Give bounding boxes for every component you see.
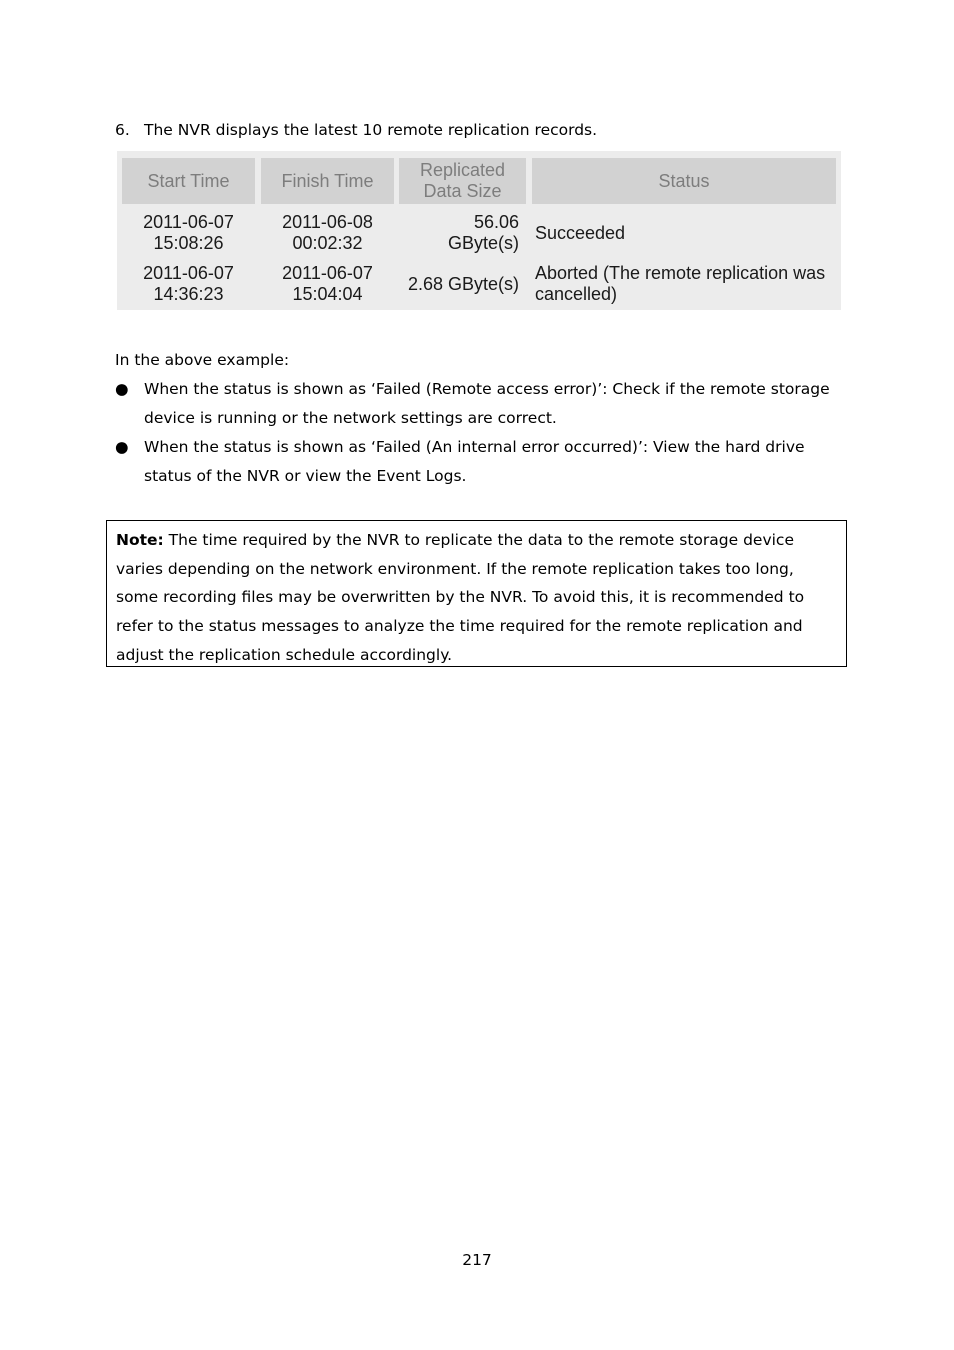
bullet-item-internal-error: ● When the status is shown as ‘Failed (An internal error occurred)’: View the hard drive status of the NVR or view the Event Logs. bbox=[115, 433, 845, 491]
header-finish-time[interactable]: Finish Time bbox=[261, 158, 394, 204]
header-start-time[interactable]: Start Time bbox=[122, 158, 255, 204]
step-number: 6. bbox=[115, 121, 130, 139]
table-row-2-size: 2.68 GByte(s) bbox=[407, 273, 519, 294]
note-label: Note: bbox=[116, 531, 164, 549]
note-line-2: varies depending on the network environment. If the remote replication takes too long, bbox=[116, 559, 794, 578]
note-line-4: refer to the status messages to analyze the time required for the remote replication and bbox=[116, 617, 803, 636]
note-box bbox=[106, 520, 847, 667]
bullet-icon: ● bbox=[115, 438, 129, 456]
table-row-1-size: 56.06 GByte(s) bbox=[447, 212, 519, 253]
step-text: The NVR displays the latest 10 remote replication records. bbox=[144, 121, 598, 139]
note-line-5: adjust the replication schedule accordingly. bbox=[116, 645, 453, 664]
bullet-item-remote-access-error: ● When the status is shown as ‘Failed (Remote access error)’: Check if the remote storage device is running or the network settings are correct. bbox=[115, 375, 845, 433]
table-row-2-finish-time: 2011-06-07 15:04:04 bbox=[282, 263, 373, 304]
step-6 bbox=[115, 119, 597, 141]
example-intro: In the above example: bbox=[115, 351, 290, 369]
table-row-2-status: Aborted (The remote replication was cancelled) bbox=[535, 263, 826, 304]
header-replicated-data-size[interactable]: Replicated Data Size bbox=[399, 158, 526, 204]
header-status[interactable]: Status bbox=[532, 158, 836, 204]
note-line-3: some recording files may be overwritten by the NVR. To avoid this, it is recommended to bbox=[116, 588, 805, 607]
table-row-1-status: Succeeded bbox=[535, 222, 626, 243]
page-number: 217 bbox=[462, 1251, 492, 1269]
bullet-icon: ● bbox=[115, 380, 129, 398]
replication-records-table bbox=[117, 151, 841, 310]
table-row-1-finish-time: 2011-06-08 00:02:32 bbox=[282, 212, 373, 253]
table-row-2-start-time: 2011-06-07 14:36:23 bbox=[143, 263, 234, 304]
note-line-1: The time required by the NVR to replicate the data to the remote storage device bbox=[163, 531, 794, 549]
table-row-1-start-time: 2011-06-07 15:08:26 bbox=[143, 212, 234, 253]
